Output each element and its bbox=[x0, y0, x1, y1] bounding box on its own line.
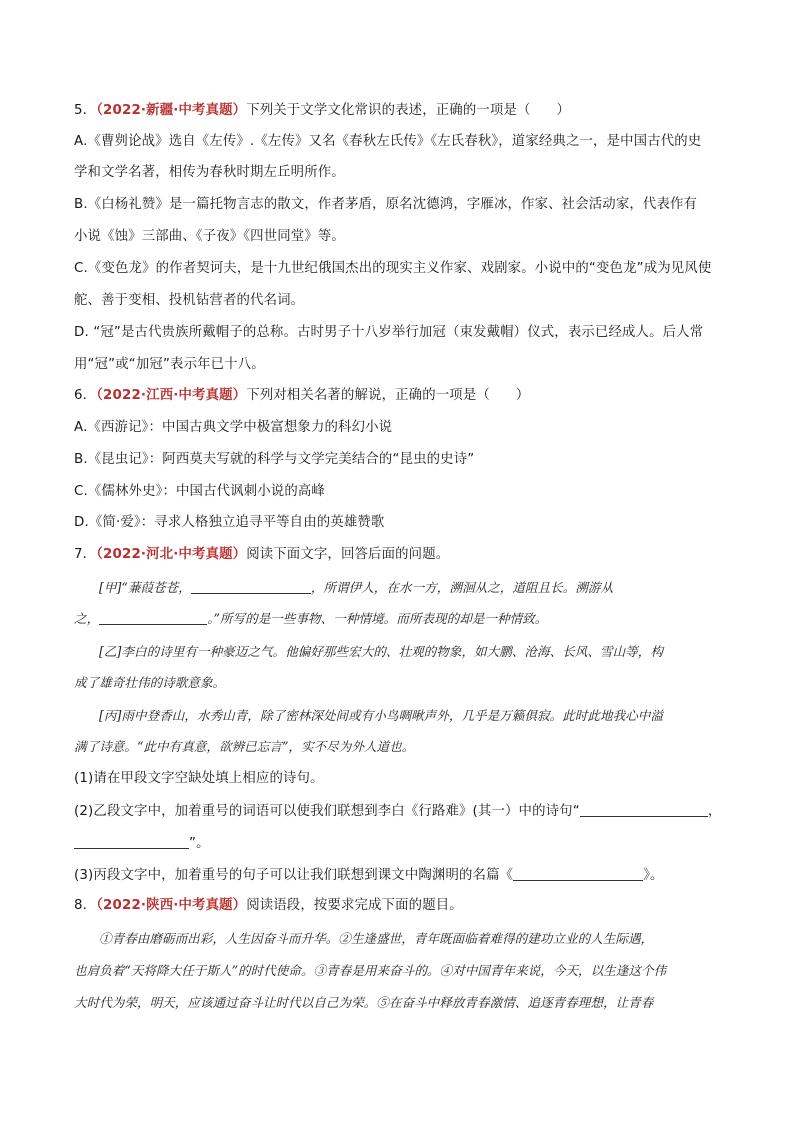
question-source: （2022·江西·中考真题） bbox=[96, 388, 247, 403]
question-source: （2022·河北·中考真题） bbox=[96, 547, 247, 562]
option-b: B.《白杨礼赞》是一篇托物言志的散文，作者茅盾，原名沈德鸿，字雁冰，作家、社会活动家，代表作有 bbox=[74, 197, 698, 212]
option-d: D. “冠”是古代贵族所戴帽子的总称。古时男子十八岁举行加冠（束发戴帽）仪式，表示已经成人。后人常 bbox=[74, 325, 704, 340]
question-text: 阅读语段，按要求完成下面的题目。 bbox=[246, 898, 463, 913]
option-c: C.《儒林外史》：中国古代讽刺小说的高峰 bbox=[74, 484, 325, 499]
question-text: 下列关于文学文化常识的表述，正确的一项是（ bbox=[246, 103, 531, 118]
passage-text: [甲]“蒹葭苍苍， bbox=[99, 580, 191, 595]
fill-blank[interactable] bbox=[513, 866, 643, 881]
option-a: A.《曹刿论战》选自《左传》.《左传》又名《春秋左氏传》《左氏春秋》，道家经典之一，是中国古代的史 bbox=[74, 134, 702, 149]
question-5-stem bbox=[74, 102, 570, 120]
sub-question-text: 》。 bbox=[643, 868, 664, 883]
question-text: 阅读下面文字，回答后面的问题。 bbox=[246, 547, 450, 562]
sub-question-text: ”。 bbox=[189, 836, 210, 851]
sub-question-2-continued bbox=[74, 834, 210, 853]
passage-line-1: ①青春由磨砺而出彩，人生因奋斗而升华。②生逢盛世，青年既面临着难得的建功立业的人生际遇， bbox=[99, 931, 654, 946]
option-c: C.《变色龙》的作者契诃夫，是十九世纪俄国杰出的现实主义作家、戏剧家。小说中的“变色龙”成为见风使 bbox=[74, 261, 712, 276]
question-7-stem bbox=[74, 546, 449, 564]
fill-blank[interactable] bbox=[74, 834, 189, 849]
sub-question-text: ， bbox=[707, 804, 722, 819]
question-number: 7． bbox=[74, 547, 97, 562]
sub-question-1: (1)请在甲段文字空缺处填上相应的诗句。 bbox=[74, 771, 324, 786]
sub-question-2 bbox=[74, 802, 721, 821]
option-b: B.《昆虫记》：阿西莫夫写就的科学与文学完美结合的“昆虫的史诗” bbox=[74, 452, 475, 467]
question-6-stem bbox=[74, 387, 529, 405]
passage-bing-line-2: 满了诗意。“此中有真意，欲辨已忘言”，实不尽为外人道也。 bbox=[74, 739, 415, 754]
passage-bing-line-1: [丙]雨中登香山，水秀山青，除了密林深处间或有小鸟啁啾声外，几乎是万籁俱寂。此时此地我心中溢 bbox=[99, 708, 663, 723]
question-source: （2022·新疆·中考真题） bbox=[96, 103, 247, 118]
question-number: 5． bbox=[74, 103, 97, 118]
passage-text: 之， bbox=[74, 611, 100, 626]
option-c-continued: 舵、善于变相、投机钻营者的代名词。 bbox=[74, 293, 305, 308]
question-text-end: ） bbox=[556, 103, 571, 118]
passage-yi-line-2: 成了雄奇壮伟的诗歌意象。 bbox=[74, 675, 226, 690]
passage-line-2: 也肩负着“天将降大任于斯人”的时代使命。③青春是用来奋斗的。④对中国青年来说，今天，以生逢这个伟 bbox=[74, 963, 667, 978]
fill-blank[interactable] bbox=[191, 579, 311, 594]
passage-text: ，所谓伊人，在水一方，溯洄从之，道阻且长。溯游从 bbox=[310, 580, 614, 595]
option-b-continued: 小说《蚀》三部曲、《子夜》《四世同堂》等。 bbox=[74, 229, 345, 244]
question-text: 下列对相关名著的解说，正确的一项是（ bbox=[246, 388, 490, 403]
question-number: 6． bbox=[74, 388, 97, 403]
passage-jia-line-1 bbox=[99, 579, 613, 597]
option-d-continued: 用“冠”或“加冠”表示年已十八。 bbox=[74, 357, 265, 372]
question-8-stem bbox=[74, 897, 463, 915]
question-number: 8． bbox=[74, 898, 97, 913]
passage-text: 。”所写的是一些事物、一种情境。而所表现的却是一种情致。 bbox=[207, 611, 548, 626]
sub-question-3 bbox=[74, 866, 664, 885]
question-text-end: ） bbox=[515, 388, 530, 403]
sub-question-text: (3)丙段文字中，加着重号的句子可以让我们联想到课文中陶渊明的名篇《 bbox=[74, 868, 514, 883]
question-source: （2022·陕西·中考真题） bbox=[96, 898, 247, 913]
passage-line-3: 大时代为荣，明天，应该通过奋斗让时代以自己为荣。⑤在奋斗中释放青春激情、追逐青春理想，让青春 bbox=[74, 995, 654, 1010]
option-a: A.《西游记》：中国古典文学中极富想象力的科幻小说 bbox=[74, 420, 393, 435]
passage-yi-line-1: [乙]李白的诗里有一种豪迈之气。他偏好那些宏大的、壮观的物象，如大鹏、沧海、长风、雪山等，构 bbox=[99, 644, 663, 659]
passage-jia-line-2 bbox=[74, 610, 547, 628]
option-d: D.《简·爱》：寻求人格独立追寻平等自由的英雄赞歌 bbox=[74, 515, 385, 530]
sub-question-text: (2)乙段文字中，加着重号的词语可以使我们联想到李白《行路难》(其一）中的诗句“ bbox=[74, 804, 580, 819]
fill-blank[interactable] bbox=[99, 610, 207, 625]
option-a-continued: 学和文学名著，相传为春秋时期左丘明所作。 bbox=[74, 165, 345, 180]
fill-blank[interactable] bbox=[580, 802, 708, 817]
